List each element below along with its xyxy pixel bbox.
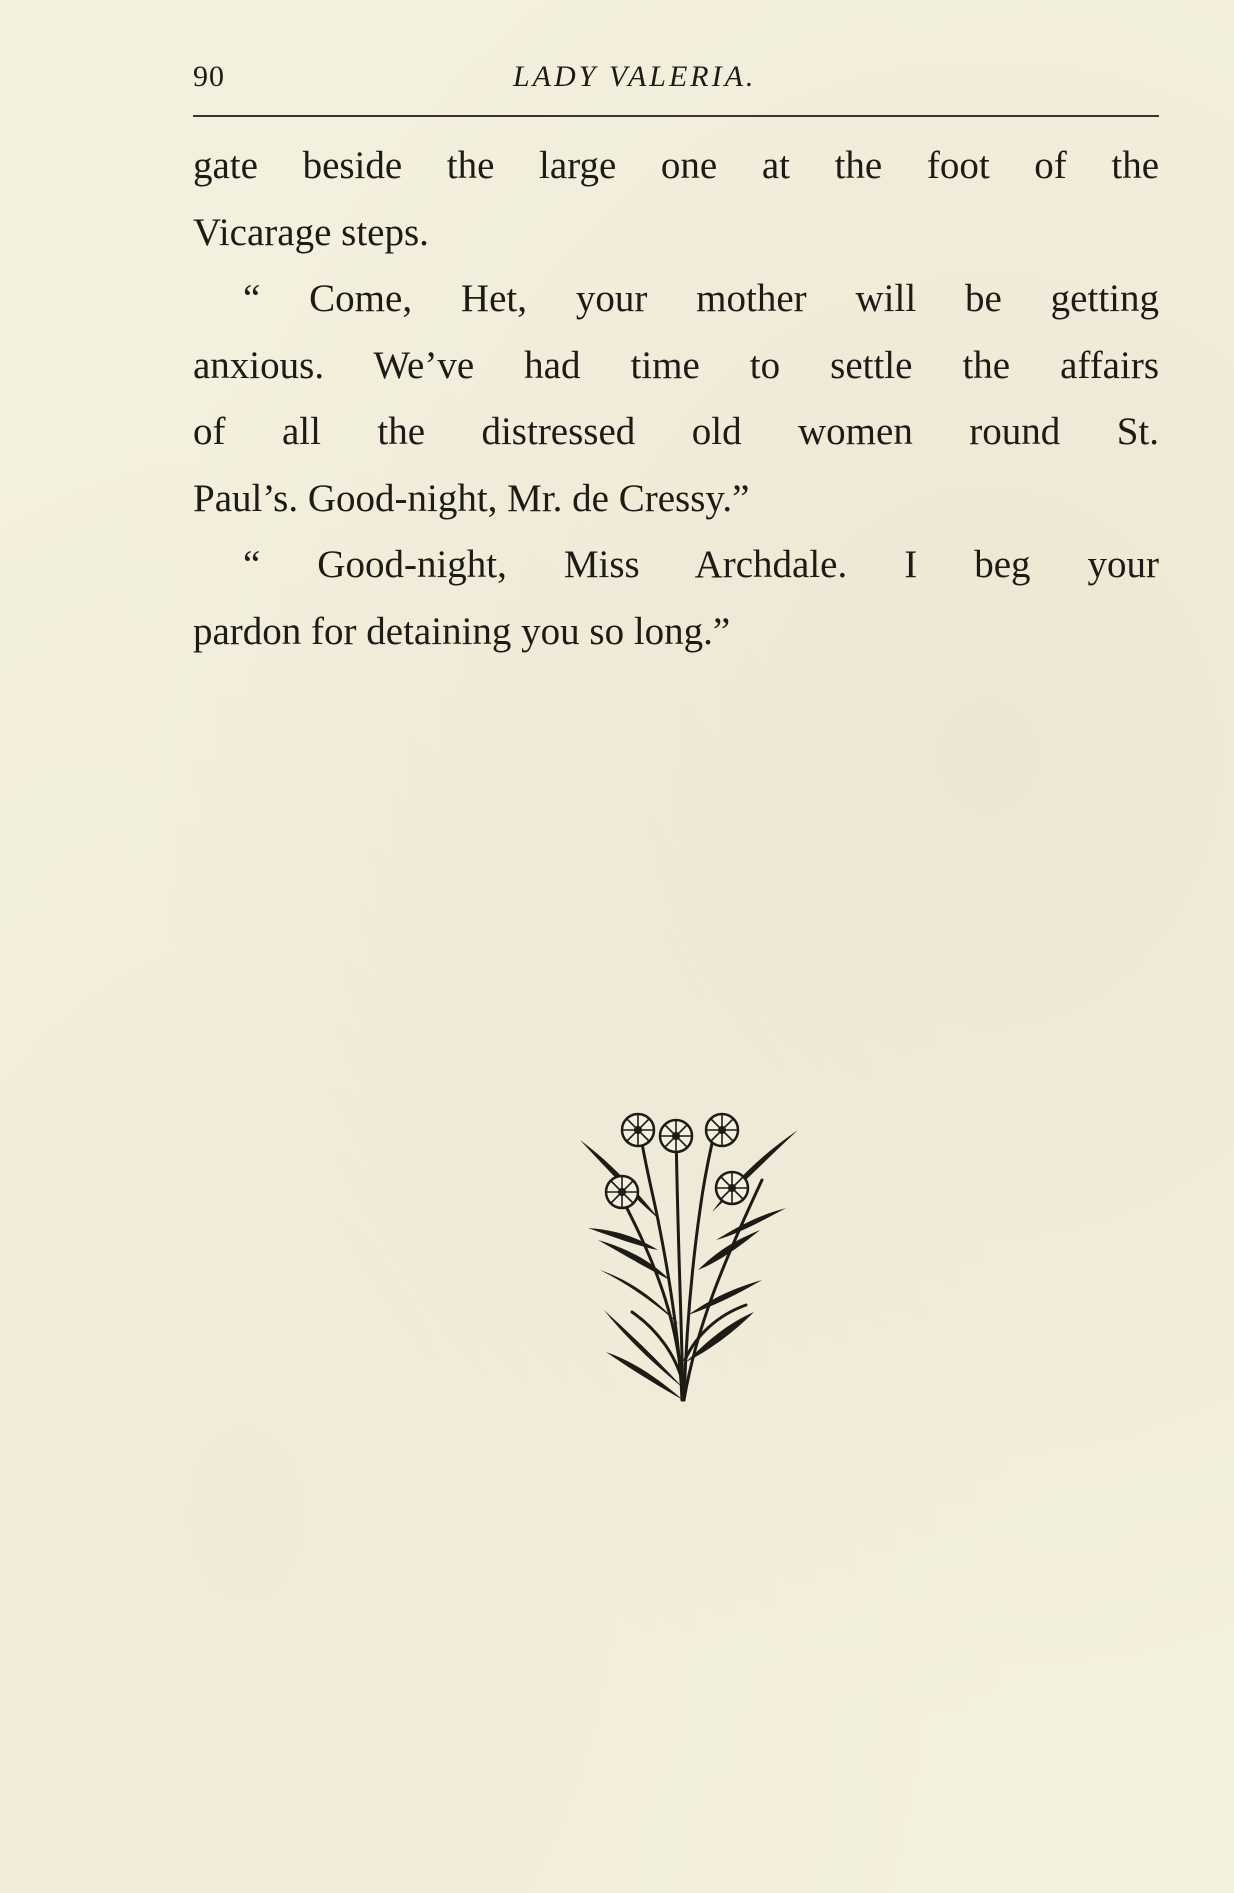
text-line: anxious. We’ve had time to settle the affairs [193,343,1159,387]
text-line: of all the distressed old women round St. [193,410,1159,453]
body-text [193,133,1159,665]
text-line: Vicarage steps. [193,210,429,254]
text-line: Paul’s. Good-night, Mr. de Cressy.” [193,476,750,520]
running-title: LADY VALERIA. [513,60,757,93]
text-line: “ Come, Het, your mother will be getting [243,277,1159,320]
text-line: pardon for detaining you so long.” [193,609,731,653]
floral-spray-tailpiece-icon [540,1100,830,1410]
text-line: gate beside the large one at the foot of the [193,144,1159,187]
text-line: “ Good-night, Miss Archdale. I beg your [243,543,1159,586]
header-rule [193,115,1159,117]
page-number: 90 [193,60,225,93]
page-header [193,56,1158,106]
